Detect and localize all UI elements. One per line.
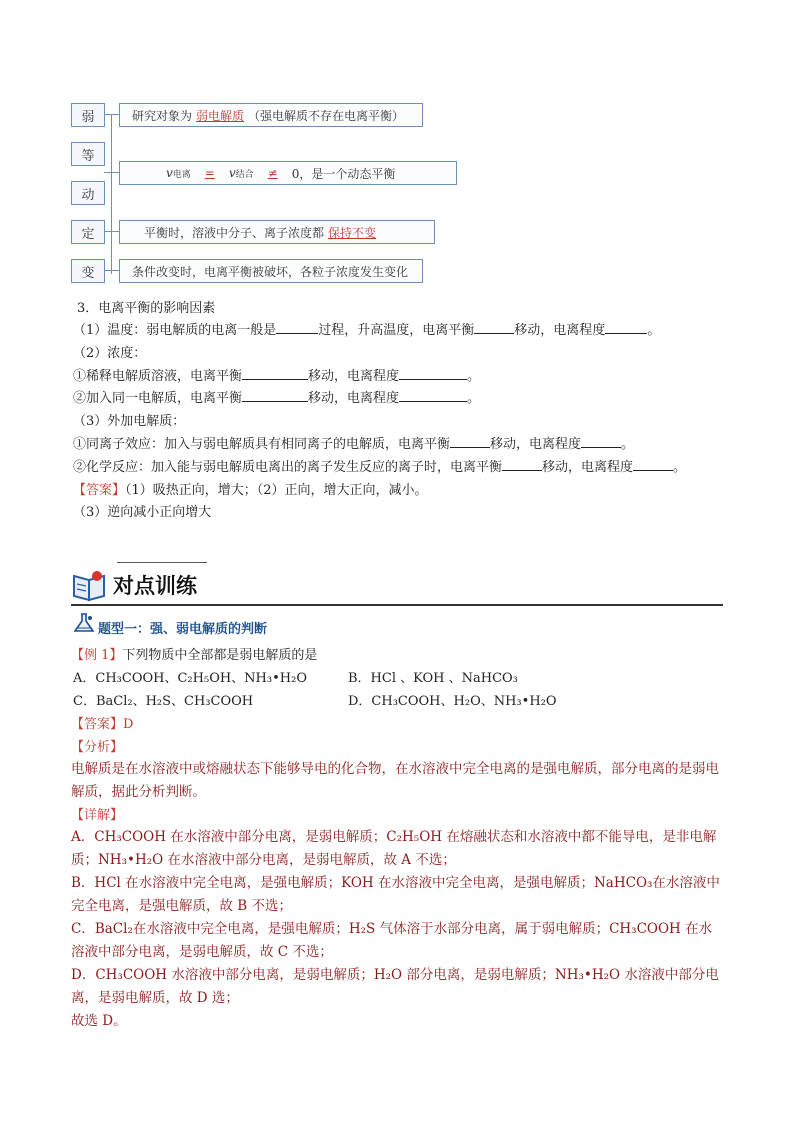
section-heading: 3．电离平衡的影响因素	[77, 301, 216, 316]
blank	[474, 321, 514, 334]
detail-b: B．HCl 在水溶液中完全电离，是强电解质；KOH 在水溶液中完全电离，是强电解质；NaHCO₃在水溶液中完全电离，是强电解质，故 B 不选；	[71, 875, 720, 914]
answer: 【答案】D	[71, 717, 134, 732]
flask-icon	[72, 612, 96, 634]
answer-line-2: （3）逆向减小正向增大	[73, 505, 212, 520]
fill-answer: 弱电解质	[196, 108, 245, 123]
book-icon	[71, 568, 109, 602]
blank	[242, 389, 308, 402]
blank	[581, 435, 621, 448]
conc-line-2: ②加入同一电解质，电离平衡 移动，电离程度 。	[73, 391, 481, 406]
fill-not-equal: ≠	[267, 166, 278, 180]
answer-line: 【答案】（1）吸热正向，增大；（2）正向，增大正向，减小。	[73, 483, 428, 498]
section-header	[71, 566, 723, 606]
blank	[633, 458, 673, 471]
key-change: 变	[71, 259, 105, 283]
diagram-row-steady: 平衡时，溶液中分子、离子浓度都 保持不变	[119, 220, 435, 244]
blank	[450, 435, 490, 448]
option-d: D．CH₃COOH、H₂O、NH₃•H₂O	[348, 694, 557, 709]
section-title: 对点训练	[113, 574, 197, 598]
temp-line: （1）温度：弱电解质的电离一般是 过程，升高温度，电离平衡 移动，电离程度 。	[73, 323, 661, 338]
conc-line-1: ①稀释电解质溶液，电离平衡 移动，电离程度 。	[73, 369, 481, 384]
blank	[242, 367, 308, 380]
blank	[502, 458, 542, 471]
conc-heading: （2）浓度：	[73, 346, 147, 361]
key-equal: 等	[71, 142, 105, 166]
fill-equal: =	[204, 166, 215, 180]
diagram-connector	[104, 231, 119, 232]
key-dynamic: 动	[71, 181, 105, 205]
detail-d: D．CH₃COOH 水溶液中部分电离，是弱电解质；H₂O 部分电离，是弱电解质；NH₃•H₂O 水溶液中部分电离，是弱电解质，故 D 选；	[71, 967, 719, 1006]
detail-c: C．BaCl₂在水溶液中完全电离，是强电解质；H₂S 气体溶于水部分电离，属于弱电解质；CH₃COOH 在水溶液中部分电离，是弱电解质，故 C 不选；	[71, 921, 713, 960]
ext-line-2: ②化学反应：加入能与弱电解质电离出的离子发生反应的离子时，电离平衡 移动，电离程度 。	[73, 460, 687, 475]
blank	[605, 321, 647, 334]
blank	[399, 389, 467, 402]
diagram-row-rate: v 电离 = v 结合 ≠ 0，是一个动态平衡	[119, 161, 457, 185]
blank	[399, 367, 467, 380]
detail-a: A．CH₃COOH 在水溶液中部分电离，是弱电解质；C₂H₅OH 在熔融状态和水溶液中都不能导电，是非电解质；NH₃•H₂O 在水溶液中部分电离，是弱电解质，故 A 不选；	[71, 829, 717, 868]
example-question: 【例 1】下列物质中全部都是弱电解质的是	[71, 648, 318, 663]
blank	[276, 321, 318, 334]
diagram-row-change: 条件改变时，电离平衡被破坏，各粒子浓度发生变化	[119, 259, 423, 283]
key-weak: 弱	[71, 103, 105, 127]
diagram-connector	[104, 270, 119, 271]
option-b: B．HCl 、KOH 、NaHCO₃	[348, 671, 518, 686]
analysis-label: 【分析】	[71, 740, 124, 755]
header-overline	[117, 562, 207, 563]
diagram-connector	[104, 172, 119, 173]
diagram-row-object: 研究对象为 弱电解质 （强电解质不存在电离平衡）	[119, 103, 423, 127]
conclusion: 故选 D。	[71, 1013, 127, 1029]
example-label: 【例 1】	[71, 648, 123, 663]
option-c: C．BaCl₂、H₂S、CH₃COOH	[73, 694, 254, 709]
ext-heading: （3）外加电解质：	[73, 414, 186, 429]
question-type-title: 题型一：强、弱电解质的判断	[98, 622, 268, 637]
analysis-text: 电解质是在水溶液中或熔融状态下能够导电的化合物，在水溶液中完全电离的是强电解质，部分电离的是弱电解质，据此分析判断。	[71, 761, 719, 800]
option-a: A．CH₃COOH、C₂H₅OH、NH₃•H₂O	[73, 671, 307, 686]
diagram-connector	[104, 114, 119, 115]
key-fixed: 定	[71, 220, 105, 244]
ext-line-1: ①同离子效应：加入与弱电解质具有相同离子的电解质，电离平衡 移动，电离程度 。	[73, 437, 635, 452]
answer-label: 【答案】	[73, 483, 126, 498]
diagram-connector	[111, 114, 112, 274]
detail-label: 【详解】	[71, 808, 124, 823]
fill-answer: 保持不变	[328, 225, 377, 240]
